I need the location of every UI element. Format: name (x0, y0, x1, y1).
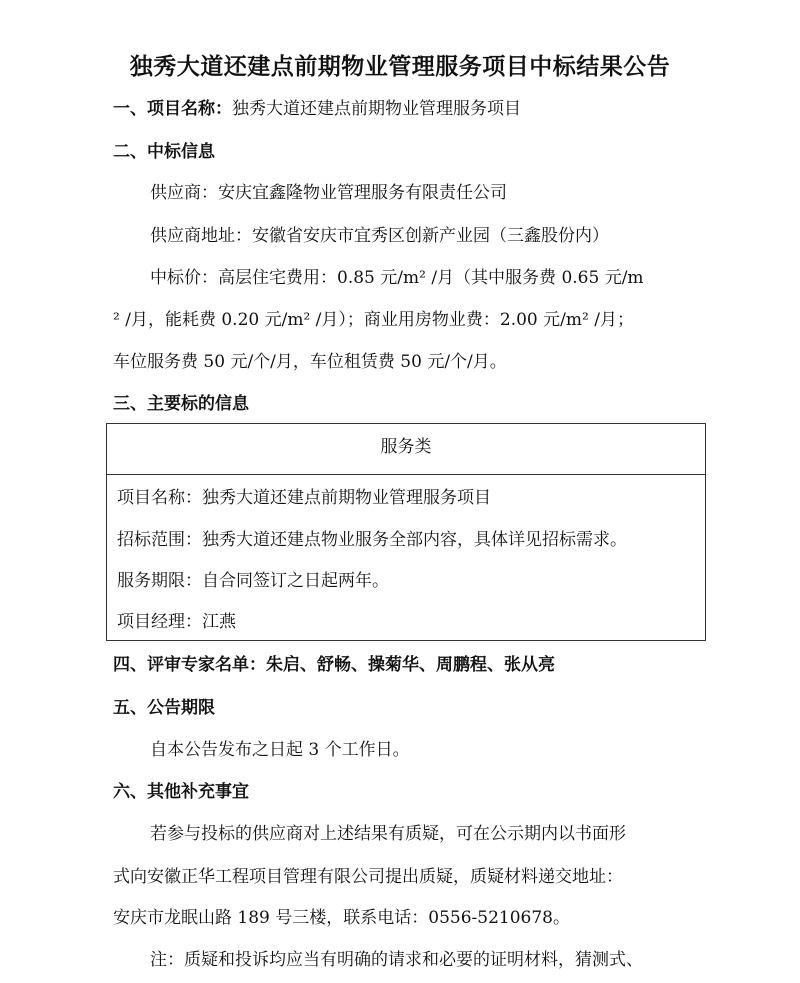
subject-info-table (106, 423, 706, 641)
section-project-name (113, 97, 521, 121)
supplementary-para-1-line-2: 式向安徽正华工程项目管理有限公司提出质疑，质疑材料递交地址： (113, 867, 623, 887)
supplier-address-line: 供应商地址：安徽省安庆市宜秀区创新产业园（三鑫股份内） (150, 226, 609, 246)
table-project-manager: 项目经理：江燕 (117, 612, 236, 632)
supplementary-para-1-line-1: 若参与投标的供应商对上述结果有质疑，可在公示期内以书面形 (150, 824, 626, 844)
section-6-heading: 六、其他补充事宜 (113, 782, 249, 802)
supplementary-para-1-line-3: 安庆市龙眠山路 189 号三楼，联系电话：0556-5210678。 (113, 908, 570, 928)
subject-info-table-title: 服务类 (107, 424, 705, 475)
section-3-heading: 三、主要标的信息 (113, 394, 249, 414)
section-4-expert-list: 四、评审专家名单：朱启、舒畅、操菊华、周鹏程、张从亮 (113, 655, 555, 675)
bid-price-line-3: 车位服务费 50 元/个/月，车位租赁费 50 元/个/月。 (113, 352, 507, 372)
table-service-period: 服务期限：自合同签订之日起两年。 (117, 571, 389, 591)
notice-period-text: 自本公告发布之日起 3 个工作日。 (150, 740, 410, 760)
supplementary-para-2-line-1: 注：质疑和投诉均应当有明确的请求和必要的证明材料，猜测式、 (150, 950, 643, 970)
page-title: 独秀大道还建点前期物业管理服务项目中标结果公告 (129, 54, 671, 80)
section-5-heading: 五、公告期限 (113, 698, 215, 718)
bid-price-line-2: ² /月，能耗费 0.20 元/m² /月）；商业用房物业费：2.00 元/m² /月； (113, 310, 634, 330)
table-project-name: 项目名称：独秀大道还建点前期物业管理服务项目 (117, 488, 491, 508)
section-2-heading: 二、中标信息 (113, 142, 215, 162)
supplier-line: 供应商：安庆宜鑫隆物业管理服务有限责任公司 (150, 183, 507, 203)
table-bid-scope: 招标范围：独秀大道还建点物业服务全部内容，具体详见招标需求。 (117, 530, 627, 550)
bid-price-line-1: 中标价：高层住宅费用：0.85 元/m² /月（其中服务费 0.65 元/m (150, 268, 644, 288)
project-name-value: 独秀大道还建点前期物业管理服务项目 (232, 99, 521, 119)
section-1-heading: 一、项目名称： (113, 99, 232, 119)
